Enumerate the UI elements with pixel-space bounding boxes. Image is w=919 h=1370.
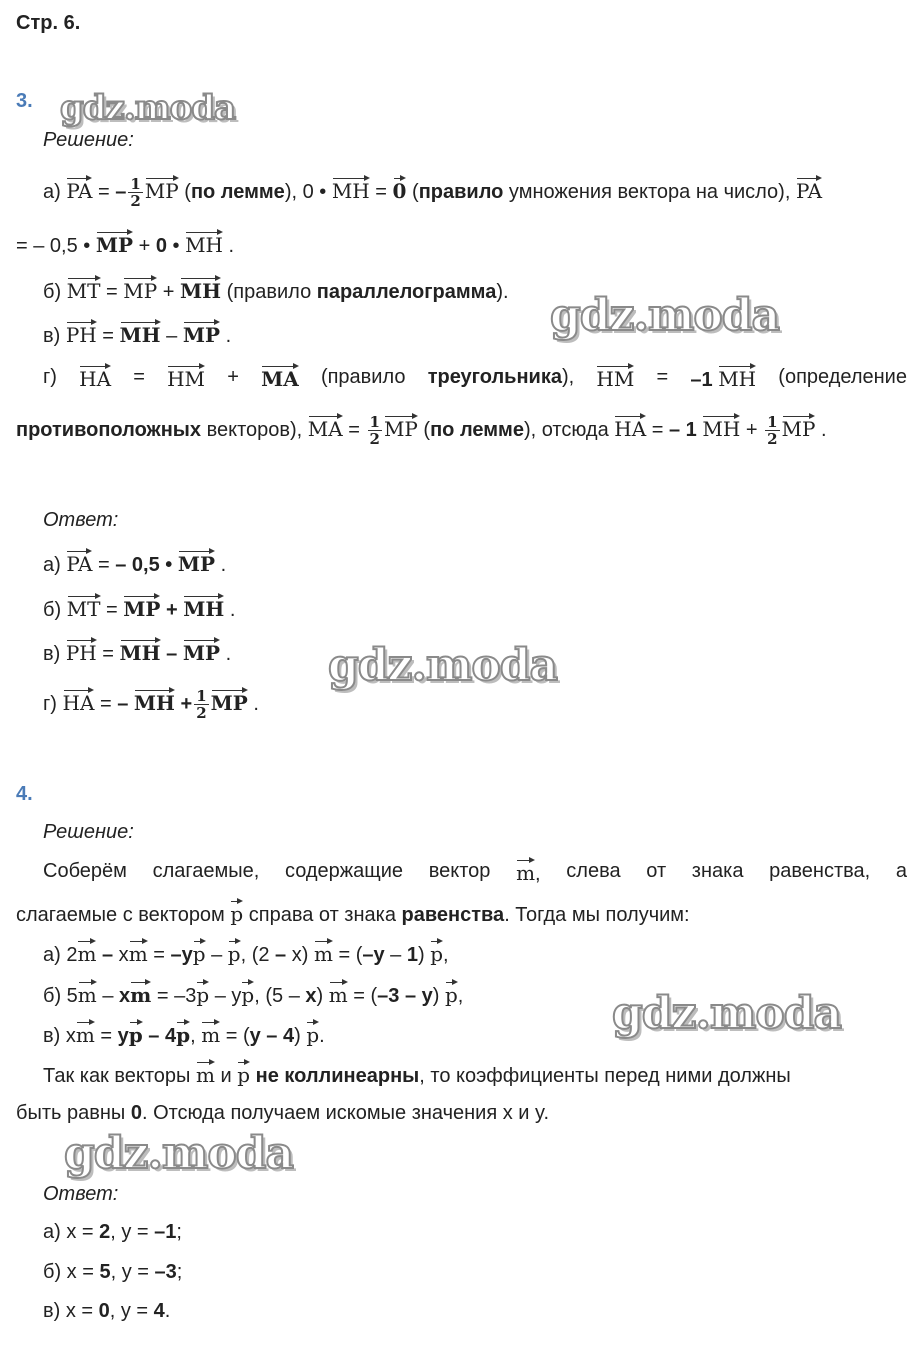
task-3-answer-b: б) MT = MP + MH . <box>43 594 907 623</box>
task-4-solution-label: Решение: <box>43 821 134 843</box>
task-3-number: 3. <box>16 90 33 112</box>
watermark-logo: gdz.moda <box>64 1128 294 1179</box>
watermark-logo: gdz.moda <box>550 290 780 341</box>
task-3-answer-label: Ответ: <box>43 509 119 531</box>
task-4-intro-line-2: слагаемые с вектором p справа от знака равенства. Тогда мы получим: <box>16 899 907 928</box>
task-4-line-a: а) 2m – xm = –yp – p, (2 – x) m = (–y – 1) p, <box>43 939 907 968</box>
task-4-answer-c: в) x = 0, y = 4. <box>43 1300 171 1322</box>
task-3-line-a: а) PA = – $\frac{1}{2}$ MP (по лемме), 0 • MH = 0 (правило умножения вектора на число), PA <box>43 175 823 211</box>
task-3-line-c: в) PH = MH – MP . <box>43 320 907 349</box>
task-3-answer-d: г) HA = – MH + $\frac{1}{2}$ MP . <box>43 687 259 723</box>
page-label: Стр. 6. <box>16 12 81 34</box>
task-4-answer-b: б) x = 5, y = –3; <box>43 1261 183 1283</box>
task-4-conclusion-line-2: быть равны 0. Отсюда получаем искомые значения x и y. <box>16 1102 550 1124</box>
watermark-logo: gdz.moda <box>328 640 558 691</box>
task-4-conclusion-line-1: Так как векторы m и p не коллинеарны, то коэффициенты перед ними должны <box>43 1060 907 1089</box>
task-4-answer-a: а) x = 2, y = –1; <box>43 1221 182 1243</box>
task-4-intro-line-1: Соберём слагаемые, содержащие вектор m, слева от знака равенства, а <box>43 860 907 885</box>
task-3-line-d: г) HA = HM + MA (правило треугольника), HM = –1 MH (определение <box>43 366 907 391</box>
task-3-line-a-cont: = – 0,5 • MP + 0 • MH . <box>16 230 907 259</box>
task-3-answer-a: а) PA = – 0,5 • MP . <box>43 549 907 578</box>
watermark-logo: gdz.moda <box>612 988 842 1039</box>
task-3-line-d-cont: противоположных векторов), MA = $\frac{1}{2}$ MP (по лемме), отсюда HA = – 1 MH + $\frac{1}{2}$ MP . <box>16 413 827 449</box>
task-4-line-b: б) 5m – xm = –3p – yp, (5 – x) m = (–3 – y) p, <box>43 980 907 1009</box>
task-4-number: 4. <box>16 783 33 805</box>
task-4-line-c: в) xm = yp – 4p, m = (y – 4) p. <box>43 1020 907 1049</box>
task-4-answer-label: Ответ: <box>43 1183 119 1205</box>
task-3-answer-c: в) PH = MH – MP . <box>43 638 907 667</box>
task-3-solution-label: Решение: <box>43 129 134 151</box>
watermark-logo: gdz.moda <box>60 88 236 128</box>
task-3-line-b: б) MT = MP + MH (правило параллелограмма). <box>43 276 907 305</box>
